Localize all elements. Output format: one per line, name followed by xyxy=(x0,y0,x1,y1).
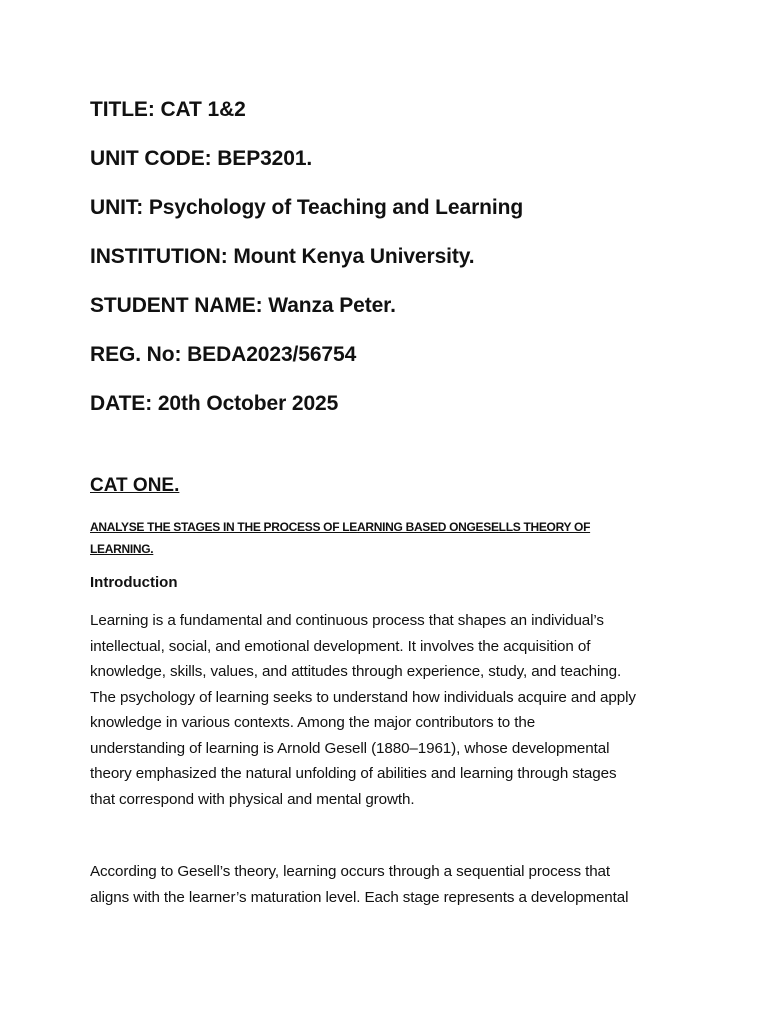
reg-no-line: REG. No: BEDA2023/56754 xyxy=(90,343,357,366)
introduction-heading: Introduction xyxy=(90,574,178,591)
institution-line: INSTITUTION: Mount Kenya University. xyxy=(90,245,475,268)
question-heading: ANALYSE THE STAGES IN THE PROCESS OF LEARNING BASED ONGESELLS THEORY OF LEARNING. xyxy=(90,520,591,556)
paragraph-line: understanding of learning is Arnold Gesell (1880–1961), whose developmental xyxy=(90,739,610,757)
paragraph-line: According to Gesell’s theory, learning occurs through a sequential process that xyxy=(90,863,611,880)
unit-line: UNIT: Psychology of Teaching and Learning xyxy=(90,196,524,219)
student-name-line: STUDENT NAME: Wanza Peter. xyxy=(90,294,396,317)
title-line: TITLE: CAT 1&2 xyxy=(90,98,246,121)
paragraph-line: knowledge in various contexts. Among the major contributors to the xyxy=(90,714,536,731)
paragraph-line: Learning is a fundamental and continuous process that shapes an individual’s xyxy=(90,612,604,629)
paragraph-line: knowledge, skills, values, and attitudes through experience, study, and teaching. xyxy=(90,663,622,680)
introduction-paragraph xyxy=(90,608,685,812)
paragraph-line: The psychology of learning seeks to understand how individuals acquire and apply xyxy=(90,688,636,706)
paragraph-line: theory emphasized the natural unfolding of abilities and learning through stages xyxy=(90,765,617,782)
unit-code-line: UNIT CODE: BEP3201. xyxy=(90,147,313,170)
paragraph-line: aligns with the learner’s maturation level. Each stage represents a developmental xyxy=(90,888,629,906)
date-line: DATE: 20th October 2025 xyxy=(90,392,339,415)
paragraph-line: that correspond with physical and mental growth. xyxy=(90,790,415,808)
section-title-cat-one: CAT ONE. xyxy=(90,475,180,496)
paragraph-line: intellectual, social, and emotional development. It involves the acquisition of xyxy=(90,637,591,655)
gesell-theory-paragraph xyxy=(90,859,685,910)
